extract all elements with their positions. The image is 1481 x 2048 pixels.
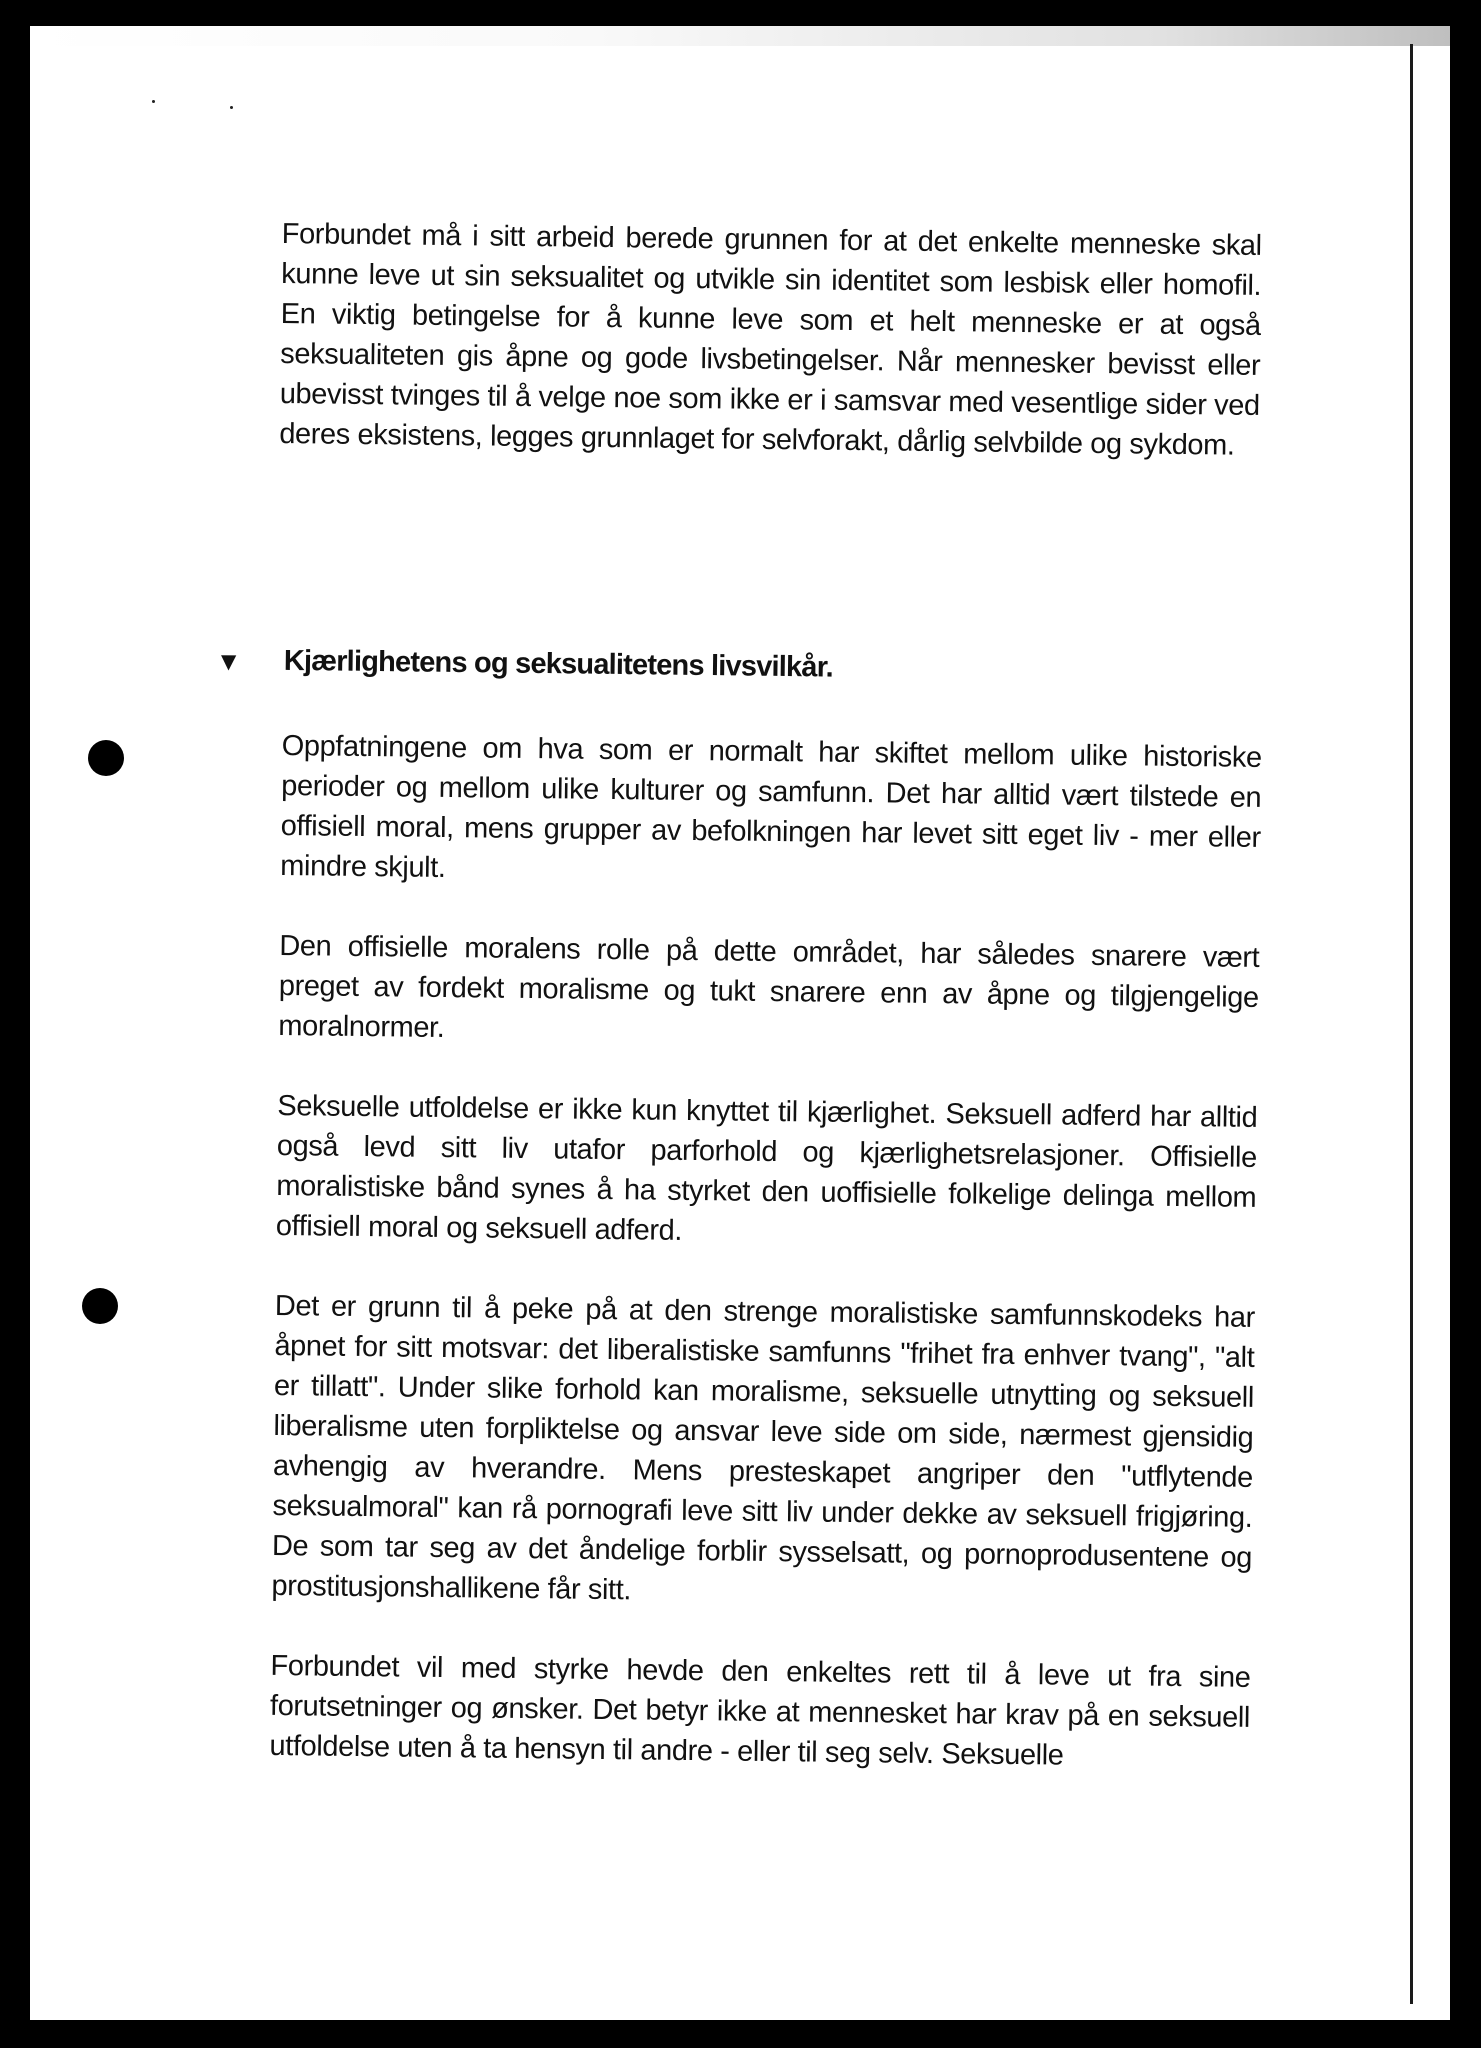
- body-paragraph: Den offisielle moralens rolle på dette området, har således snarere vært preget av fordekt moralisme og tukt snarere enn av åpne og tilgjengelige moralnormer.: [278, 929, 1260, 1045]
- punch-hole: [82, 1288, 118, 1324]
- intro-paragraph: Forbundet må i sitt arbeid berede grunnen for at det enkelte menneske skal kunne leve ut sin seksualitet og utvikle sin identitet som lesbisk eller homofil. En viktig betingelse for å kunne leve som et helt menneske er at også seksualiteten gis åpne og gode livsbetingelser. Når mennesker bevisst eller ubevisst tvinges til å velge noe som ikke er i samsvar med vesentlige sider ved deres eksistens, legges grunnlaget for selvforakt, dårlig selvbilde og sykdom.: [279, 217, 1262, 462]
- punch-hole: [88, 740, 124, 776]
- intro-text-block: [279, 214, 1262, 466]
- body-paragraph: Seksuelle utfoldelse er ikke kun knyttet til kjærlighet. Seksuell adferd har alltid også levd sitt liv utafor parforhold og kjærlighetsrelasjoner. Offisielle moralistiske bånd synes å ha styrket den uoffisielle folkelige delinga mellom offisiell moral og seksuell adferd.: [275, 1089, 1258, 1247]
- section-text-block: [269, 726, 1262, 1778]
- body-paragraph: Det er grunn til å peke på at den strenge moralistiske samfunnskodeks har åpnet for sitt motsvar: det liberalistiske samfunns "frihet fra enhver tvang", "alt er tillatt". Under slike forhold kan moralisme, seksuelle utnytting og seksuell liberalisme uten forpliktelse og ansvar leve side om side, nærmest gjensidig avhengig av hverandre. Mens presteskapet angriper den "utflytende seksualmoral" kan rå pornografi leve sitt liv under dekke av seksuell frigjøring. De som tar seg av det åndelige forblir sysselsatt, og pornoprodusentene og prostitusjonshallikene får sitt.: [271, 1289, 1256, 1607]
- section-heading-row: [215, 644, 915, 697]
- scan-right-edge-line: [1410, 44, 1413, 2004]
- scanned-page: [30, 26, 1450, 2020]
- scan-speck: [152, 100, 155, 103]
- body-paragraph: Oppfatningene om hva som er normalt har skiftet mellom ulike historiske perioder og mellom ulike kulturer og samfunn. Det har alltid vært tilstede en offisiell moral, mens grupper av befolkningen har levet sitt eget liv - mer eller mindre skjult.: [280, 729, 1262, 885]
- scan-top-edge: [30, 26, 1450, 46]
- scan-speck: [230, 106, 233, 109]
- section-heading: Kjærlighetens og seksualitetens livsvilkår.: [283, 644, 834, 684]
- body-paragraph: Forbundet vil med styrke hevde den enkeltes rett til å leve ut fra sine forutsetninger og ønsker. Det betyr ikke at mennesket har krav på en seksuell utfoldelse uten å ta hensyn til andre - eller til seg selv. Seksuelle: [269, 1649, 1251, 1772]
- triangle-down-icon: ▼: [215, 645, 242, 677]
